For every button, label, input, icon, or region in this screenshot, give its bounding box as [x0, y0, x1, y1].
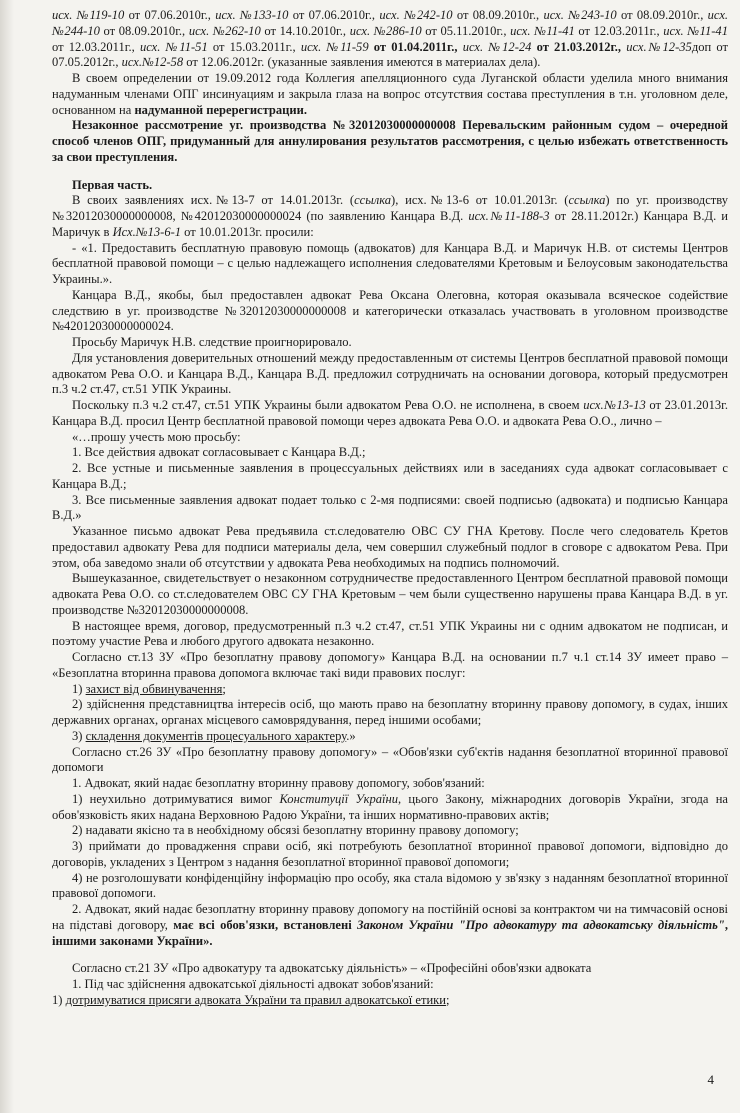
- paragraph: [52, 241, 728, 288]
- text-run: В своем определении от 19.09.2012 года Коллегия апелляционного суда Луганской области уделила много внимания надуманным членами ОПГ инсинуациям и закрыла глаза на вопрос отсутствия состава преступления в т.н. уголовном деле, основанном на: [52, 71, 728, 117]
- text-run: от 05.11.2010г.,: [421, 23, 511, 38]
- paragraph: [52, 977, 728, 993]
- paragraph: [52, 993, 728, 1009]
- paragraph: [52, 902, 728, 949]
- paragraph: [52, 745, 728, 777]
- text-run: от 23.01.2013г. Канцара В.Д. просил Центр бесплатной правовой помощи через адвоката Рева О.О. и адвоката Рева О.О., лично –: [52, 398, 728, 428]
- document-body: [52, 8, 728, 1009]
- paragraph: [52, 461, 728, 493]
- text-run: дотримуватися присяги адвоката України та правил адвокатської етики: [65, 992, 446, 1007]
- text-run: Конституції України: [279, 791, 399, 806]
- text-run: надуманной перерегистрации.: [134, 102, 308, 117]
- text-run: от 08.09.2010г.,: [452, 8, 544, 22]
- text-run: исх. №12-24: [462, 39, 532, 54]
- text-run: Исх.№13-6-1: [112, 224, 182, 239]
- text-run: исх. №119-10: [52, 8, 125, 22]
- text-run: от 01.04.2011г.,: [368, 39, 463, 54]
- text-run: исх. №243-10: [543, 8, 617, 22]
- text-run: 2) здійснення представництва інтересів осіб, що мають право на безоплатну вторинну правову допомогу, в судах, інших державних органах, органах місцевого самоврядування, перед іншими особами;: [52, 697, 728, 727]
- paragraph: [52, 288, 728, 335]
- text-run: 1): [72, 681, 86, 696]
- text-run: Согласно ст.13 ЗУ «Про безоплатну правову допомогу» Канцара В.Д. на основании п.7 ч.1 ст.14 ЗУ имеет право – «Безоплатна вторинна правова допомога включає такі види правових послуг:: [52, 650, 728, 680]
- paragraph: [52, 682, 728, 698]
- paragraph: [52, 619, 728, 651]
- paragraph: [52, 792, 728, 824]
- text-run: 1) неухильно дотримуватися вимог: [72, 791, 280, 806]
- text-run: от 12.06.2012г. (указанные заявления имеются в материалах дела).: [183, 55, 541, 70]
- text-run: от 07.06.2010г.,: [288, 8, 380, 22]
- text-run: 2. Адвокат, який надає безоплатну вторинну правову допомогу на постійній основі за контрактом чи на тимчасовій основі на підставі договору,: [52, 902, 728, 932]
- text-run: исх.№11-188-3: [468, 209, 550, 223]
- paragraph: [52, 776, 728, 792]
- paragraph: [52, 118, 728, 165]
- text-run: от 10.01.2013г. просили:: [181, 224, 314, 239]
- paragraph: [52, 178, 728, 194]
- text-run: 3. Все письменные заявления адвокат подает только с 2-мя подписями: своей подписью (адвоката) и подписью Канцара В.Д.»: [52, 492, 728, 523]
- text-run: исх.№13-13: [583, 398, 646, 412]
- paragraph: [52, 524, 728, 571]
- text-run: Незаконное рассмотрение уг. производства №32012030000000008 Перевальским районным судом – очередной способ членов ОПГ, придуманный для аннулирования результатов рассмотрения, с целью избежать ответственность за свои преступления.: [52, 118, 728, 164]
- text-run: Законом України "Про адвокатуру та адвокатську діяльність": [357, 917, 725, 932]
- text-run: от 12.03.2011г.,: [574, 23, 664, 38]
- text-run: ;: [445, 992, 450, 1007]
- text-run: 1): [52, 992, 66, 1007]
- text-run: В своих заявлениях исх.№13-7 от 14.01.2013г. (: [72, 193, 355, 208]
- text-run: Для установления доверительных отношений между предоставленным от системы Центров бесплатной правовой помощи адвокатом Рева О.О. и Канцара В.Д., Канцара В.Д. предложил сотрудничать на основании договора, который предусмотрен п.3 ч.2 ст.47, ст.51 УПК Украины.: [52, 350, 728, 397]
- text-run: складення документів процесуального характеру: [85, 728, 347, 743]
- text-run: от 08.09.2010г.,: [616, 8, 708, 22]
- text-run: Первая часть.: [72, 177, 153, 192]
- paragraph: [52, 697, 728, 729]
- text-run: доп от 07.05.2012г.,: [52, 39, 728, 70]
- text-run: Просьбу Маричук Н.В. следствие проигнорировало.: [72, 335, 352, 349]
- text-run: Согласно ст.21 ЗУ «Про адвокатуру та адвокатську діяльність» – «Професійні обов'язки адвоката: [72, 961, 592, 976]
- text-run: В настоящее время, договор, предусмотренный п.3 ч.2 ст.47, ст.51 УПК Украины ни с одним адвокатом не подписан, и поэтому участие Рева и любого другого адвоката незаконно.: [52, 618, 728, 649]
- paragraph: [52, 351, 728, 398]
- text-run: 2) надавати якісно та в необхідному обсязі безоплатну вторинну правову допомогу;: [72, 823, 519, 838]
- text-run: исх. №11-51: [139, 39, 208, 54]
- text-run: 4) не розголошувати конфіденційну інформацію про особу, яка стала відомою у зв'язку з наданням безоплатної вторинної правової допомоги.: [52, 870, 728, 901]
- text-run: ) по уг. производству №32012030000000008, №42012030000000024 (по заявлению Канцара В.Д.: [52, 193, 729, 223]
- text-run: от 12.03.2011г.,: [52, 39, 140, 54]
- text-run: 1. Все действия адвокат согласовывает с Канцара В.Д.;: [72, 445, 366, 460]
- text-run: 1. Адвокат, який надає безоплатну вторинну правову допомогу, зобов'язаний:: [72, 776, 485, 790]
- text-run: Согласно ст.26 ЗУ «Про безоплатну правову допомогу» – «Обов'язки суб'єктів надання безоплатної вторинної правової допомоги: [52, 744, 728, 775]
- paragraph-gap: [52, 166, 728, 178]
- paragraph: [52, 961, 728, 977]
- text-run: , цього Закону, міжнародних договорів України, згода на обов'язковість яких надана Верховною Радою України, та інших нормативно-правових актів;: [52, 791, 728, 822]
- text-run: исх. №244-10: [52, 8, 729, 38]
- text-run: ссылка: [568, 193, 606, 208]
- text-run: - «1. Предоставить бесплатную правовую помощь (адвокатов) для Канцара В.Д. и Маричук Н.В. от системы Центров бесплатной правовой помощи – с целью надлежащего исполнения следователями Кретовым и Белоусовым законодательства Украины.».: [52, 240, 728, 286]
- text-run: Указанное письмо адвокат Рева предъявила ст.следователю ОВС СУ ГНА Кретову. После чего следователь Кретов предоставил адвокату Рева для подписи материалы дела, чем совершил служебный подлог в сговоре с адвокатом Рева. При этом, оба заведомо знали об отсутствии у адвоката Рева необходимых на подпись полномочий.: [52, 524, 728, 570]
- text-run: Поскольку п.3 ч.2 ст.47, ст.51 УПК Украины были адвокатом Рева О.О. не исполнена, в своем: [72, 398, 584, 412]
- text-run: 1. Під час здійснення адвокатської діяльності адвокат зобов'язаний:: [72, 977, 434, 991]
- text-run: Канцара В.Д., якобы, был предоставлен адвокат Рева Оксана Олеговна, которая оказывала всяческое содействие следствию в уг. производстве №32012030000000008 и категорически отказалась участвовать в уголовном производстве №42012030000000024.: [52, 287, 728, 334]
- paragraph: [52, 71, 728, 118]
- paragraph: [52, 729, 728, 745]
- text-run: от 15.03.2011г.,: [207, 39, 301, 54]
- text-run: має всі обов'язки, встановлені: [173, 917, 358, 932]
- paragraph: [52, 8, 728, 71]
- paragraph: [52, 823, 728, 839]
- text-run: исх.№12-58: [121, 55, 184, 70]
- paragraph: [52, 871, 728, 903]
- paragraph: [52, 571, 728, 618]
- text-run: исх.№12-35: [626, 39, 692, 54]
- text-run: ;: [222, 681, 226, 696]
- paragraph: [52, 445, 728, 461]
- text-run: от 14.10.2010г.,: [260, 23, 350, 38]
- text-run: ссылка: [354, 193, 392, 208]
- text-run: исх. №242-10: [379, 8, 453, 22]
- text-run: .»: [346, 728, 356, 743]
- paragraph: [52, 398, 728, 430]
- paragraph: [52, 493, 728, 525]
- text-run: Вышеуказанное, свидетельствует о незаконном сотрудничестве предоставленного Центром бесплатной правовой помощи адвоката Рева О.О. со ст.следователем ОВС СУ ГНА Кретовым – чем были существенно нарушены права Канцара В.Д. в уг. производстве №32012030000000008.: [52, 571, 728, 617]
- paragraph: [52, 335, 728, 351]
- text-run: исх. №262-10: [188, 23, 261, 38]
- paragraph-gap: [52, 949, 728, 961]
- text-run: исх. №286-10: [349, 23, 422, 38]
- text-run: от 21.03.2012г.,: [531, 39, 627, 54]
- text-run: 3) приймати до провадження справи осіб, які потребують безоплатної вторинної правової допомоги, відповідно до договорів, укладених з Центром з надання безоплатної вторинної правової допомоги;: [52, 839, 728, 869]
- text-run: исх. №11-59: [300, 39, 369, 54]
- paragraph: [52, 430, 728, 446]
- text-run: исх. №11-41: [510, 23, 575, 38]
- scan-edge-shadow: [0, 0, 14, 1113]
- paragraph: [52, 193, 728, 240]
- paragraph: [52, 839, 728, 871]
- text-run: 2. Все устные и письменные заявления в процессуальных действиях или в заседаниях суда адвокат согласовывает с Канцара В.Д.;: [52, 461, 728, 491]
- text-run: ), исх.№13-6 от 10.01.2013г. (: [391, 193, 569, 208]
- text-run: исх. №133-10: [215, 8, 289, 22]
- text-run: от 28.11.2012г.) Канцара В.Д. и Маричук в: [52, 209, 729, 239]
- text-run: «…прошу учесть мою просьбу:: [72, 429, 241, 444]
- text-run: , іншими законами України».: [52, 917, 728, 948]
- page-number: 4: [707, 1072, 714, 1087]
- text-run: от 08.09.2010г.,: [99, 23, 189, 38]
- text-run: исх. №11-41: [663, 23, 728, 38]
- text-run: от 07.06.2010г.,: [124, 8, 216, 22]
- text-run: захист від обвинувачення: [85, 681, 223, 696]
- paragraph: [52, 650, 728, 682]
- text-run: 3): [72, 728, 86, 743]
